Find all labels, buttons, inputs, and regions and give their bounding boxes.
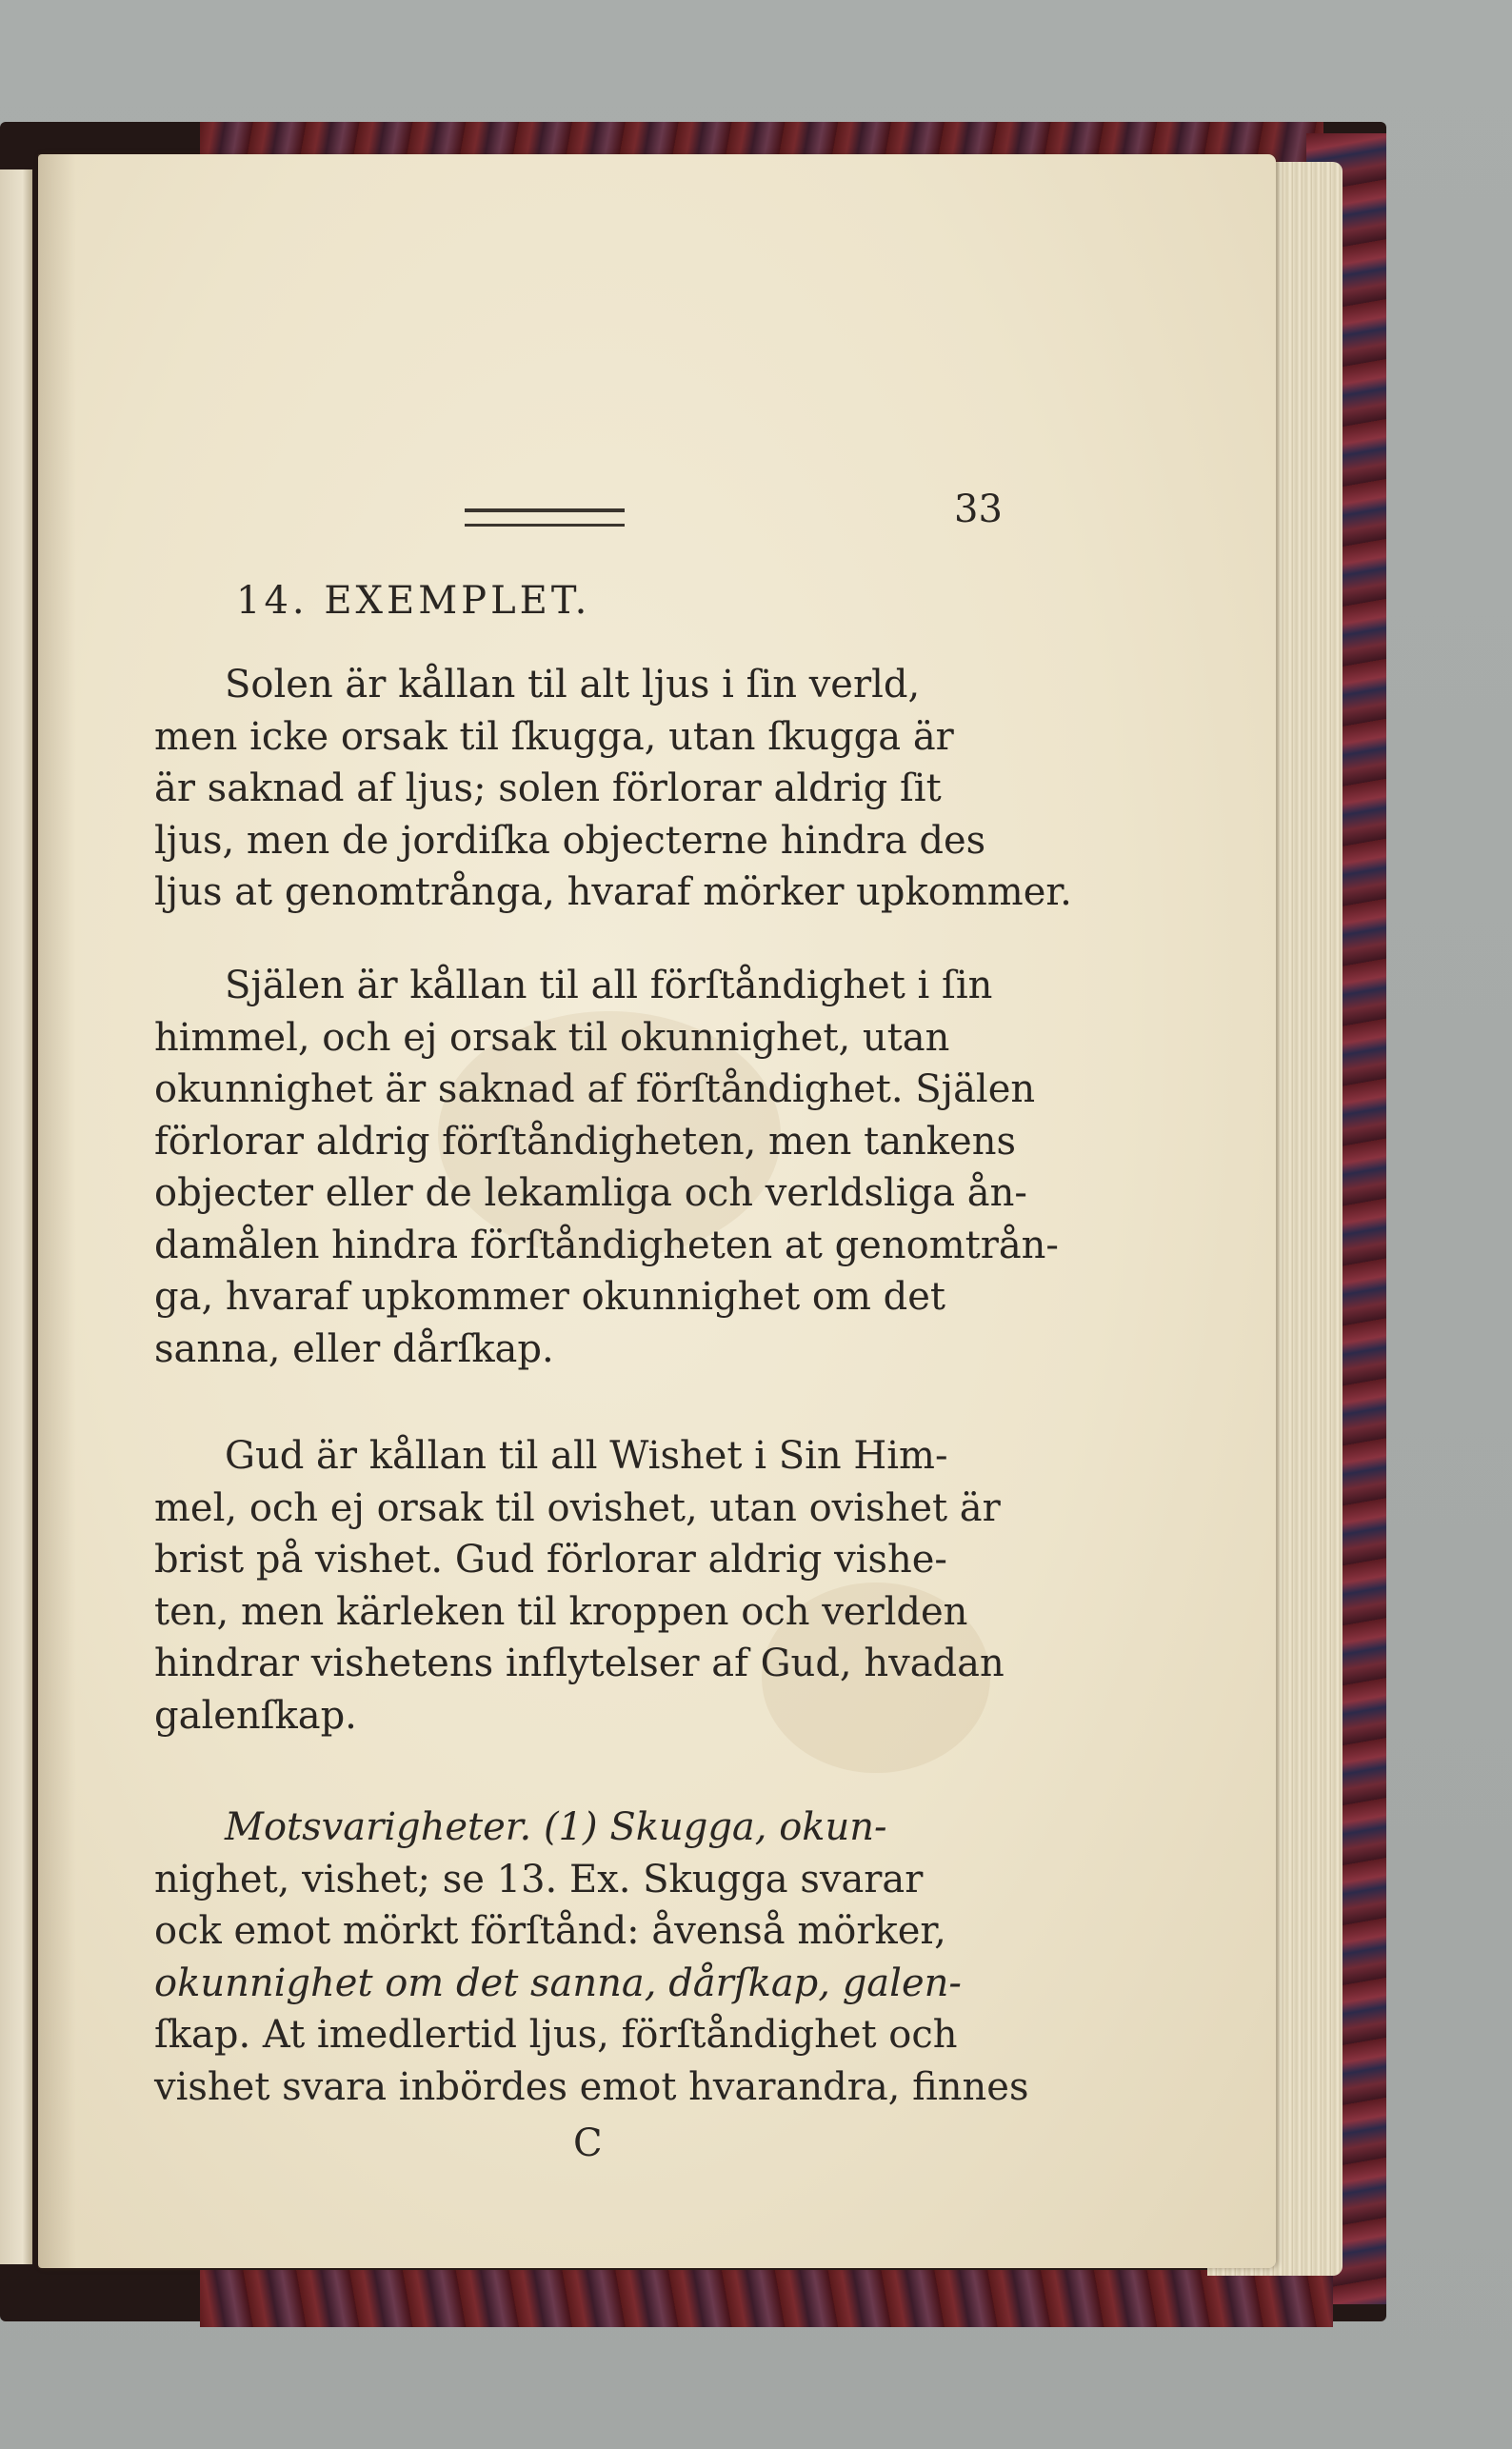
text-line: nighet, vishet; se 13. Ex. Skugga svarar: [154, 1857, 924, 1901]
text-line: ga, hvaraf upkommer okunnighet om det: [154, 1275, 945, 1319]
text-line: ock emot mörkt förſtånd: åvenså mörker,: [154, 1909, 946, 1953]
text-line: Gud är kållan til all Wishet i Sin Him-: [225, 1434, 948, 1478]
paragraph-3: [154, 1430, 1028, 1742]
marbled-edge-bottom: [200, 2270, 1333, 2327]
text-line: Motsvarigheter. (1) Skugga, okun-: [225, 1805, 887, 1849]
text-line: vishet svara inbördes emot hvarandra, finnes: [154, 2064, 1029, 2109]
text-line: förlorar aldrig förſtåndigheten, men tankens: [154, 1119, 1016, 1164]
paragraph-4: [154, 1802, 1028, 2113]
paragraph-1: [154, 659, 1072, 919]
text-line: ſkap. At imedlertid ljus, förſtåndighet och: [154, 2013, 958, 2057]
text-line: himmel, och ej orsak til okunnighet, utan: [154, 1015, 950, 1060]
text-line: Solen är kållan til alt ljus i ſin verld,: [225, 663, 921, 707]
text-line: damålen hindra förſtåndigheten at genomtrån-: [154, 1223, 1059, 1267]
text-line: brist på vishet. Gud förlorar aldrig vishe-: [154, 1538, 947, 1582]
facing-page-edge: [0, 169, 32, 2264]
text-line: Själen är kållan til all förſtåndighet i ſin: [225, 964, 993, 1007]
section-heading: 14. EXEMPLET.: [236, 579, 591, 623]
text-line: objecter eller de lekamliga och verldsliga ån-: [154, 1171, 1027, 1215]
signature-mark: C: [573, 2121, 603, 2165]
paragraph-2: [154, 960, 1059, 1375]
text-line: hindrar vishetens inflytelser af Gud, hvadan: [154, 1642, 1005, 1685]
text-line: ten, men kärleken til kroppen och verlden: [154, 1589, 968, 1634]
text-line: okunnighet är saknad af förſtåndighet. Själen: [154, 1067, 1036, 1111]
text-line: ljus, men de jordiſka objecterne hindra des: [154, 818, 986, 863]
book-page: [38, 154, 1276, 2268]
text-line: sanna, eller dårſkap.: [154, 1326, 554, 1371]
text-line: men icke orsak til ſkugga, utan ſkugga är: [154, 714, 954, 759]
header-rule: [465, 508, 625, 527]
gutter-shadow: [38, 154, 76, 2268]
text-line: okunnighet om det sanna, dårſkap, galen-: [154, 1961, 962, 2005]
text-line: galenſkap.: [154, 1693, 357, 1738]
text-line: mel, och ej orsak til ovishet, utan ovishet är: [154, 1485, 1001, 1530]
text-line: ljus at genomtrånga, hvaraf mörker upkommer.: [154, 870, 1072, 914]
text-line: är saknad af ljus; solen förlorar aldrig ſit: [154, 767, 942, 810]
page-number: 33: [954, 488, 1003, 531]
